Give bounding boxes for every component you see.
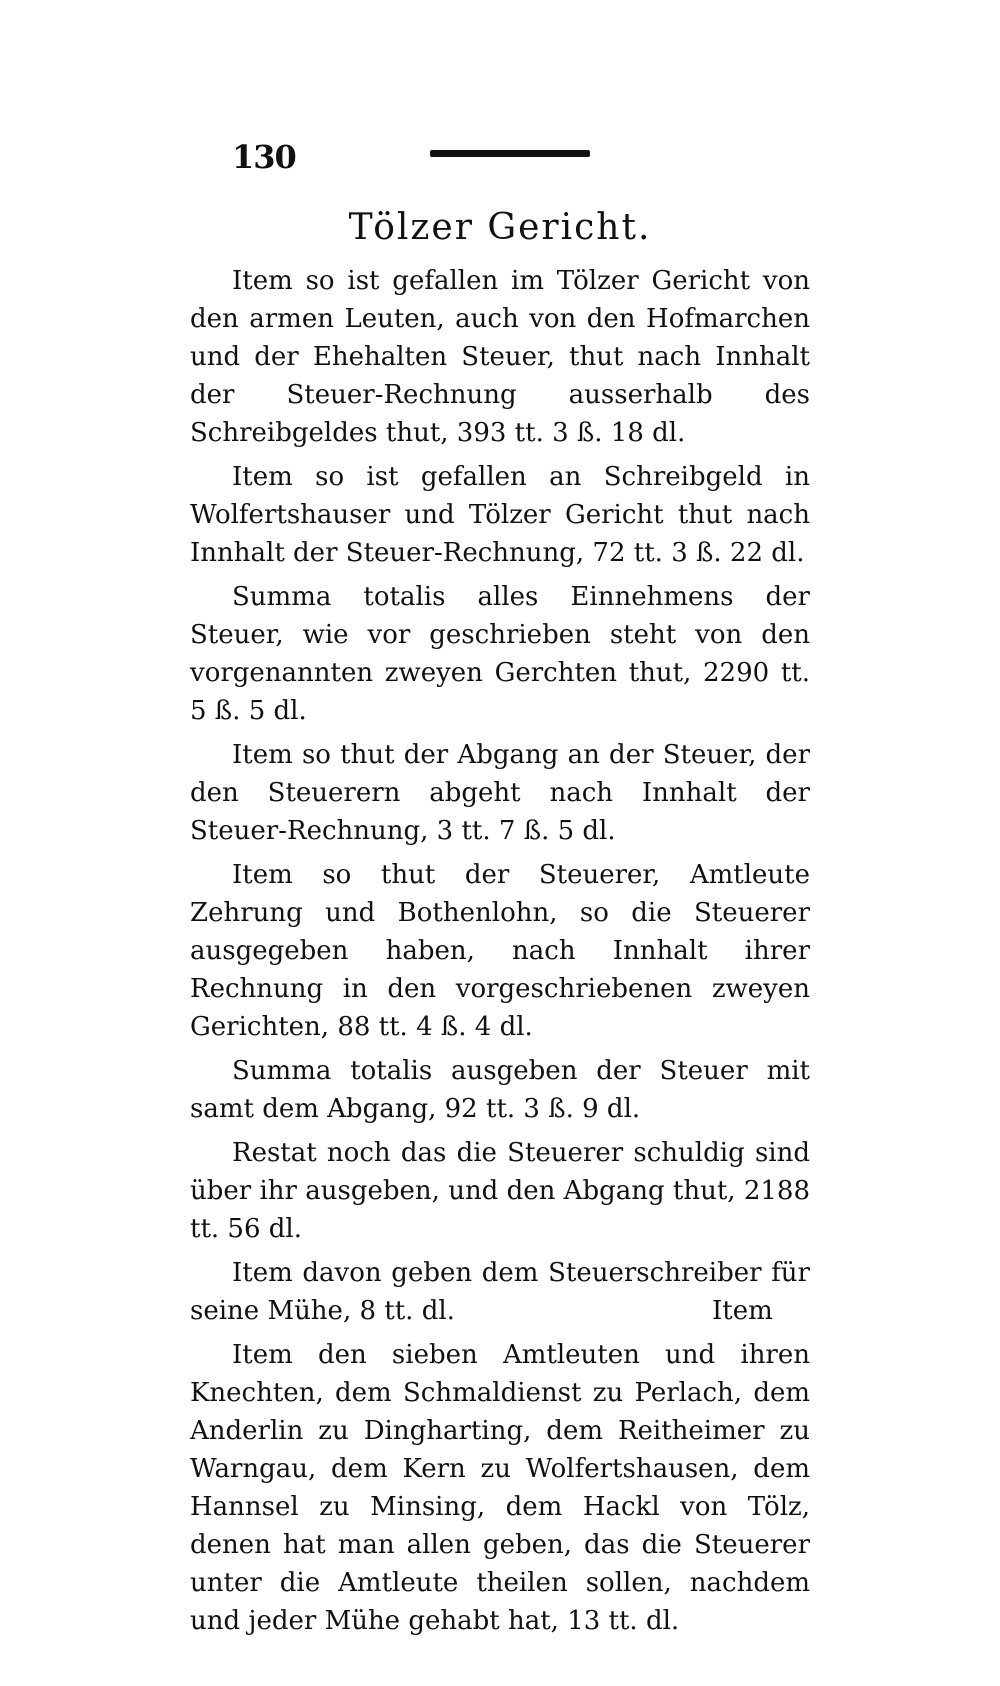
paragraph: Item so ist gefallen an Schreibgeld in Wolfertshauser und Tölzer Gericht thut nach Innhalt der Steuer-Rechnung, 72 tt. 3 ß. 22 dl. xyxy=(190,462,810,568)
paragraph: Item so thut der Steuerer, Amtleute Zehrung und Bothenlohn, so die Steuerer ausgegeben haben, nach Innhalt ihrer Rechnung in den vorgeschriebenen zweyen Gerichten, 88 tt. 4 ß. 4 dl. xyxy=(190,860,810,1042)
paragraph: Item so ist gefallen im Tölzer Gericht von den armen Leuten, auch von den Hofmarchen und der Ehehalten Steuer, thut nach Innhalt der Steuer-Rechnung ausserhalb des Schreibgeldes thut, 393 tt. 3 ß. 18 dl. xyxy=(190,266,810,448)
paragraph: Item so thut der Abgang an der Steuer, der den Steuerern abgeht nach Innhalt der Steuer-Rechnung, 3 tt. 7 ß. 5 dl. xyxy=(190,740,810,846)
paragraph: Summa totalis alles Einnehmens der Steuer, wie vor geschrieben steht von den vorgenannten zweyen Gerchten thut, 2290 tt. 5 ß. 5 dl. xyxy=(190,582,810,726)
section-title: Tölzer Gericht. xyxy=(348,207,652,248)
paragraph: Summa totalis ausgeben der Steuer mit samt dem Abgang, 92 tt. 3 ß. 9 dl. xyxy=(190,1056,810,1124)
page-number: 130 xyxy=(232,138,296,176)
header-rule xyxy=(430,150,590,157)
paragraph: Item davon geben dem Steuerschreiber für seine Mühe, 8 tt. dl. xyxy=(190,1258,810,1326)
body-text xyxy=(190,262,810,1646)
catchword: Item xyxy=(712,1296,773,1326)
paragraph: Restat noch das die Steuerer schuldig sind über ihr ausgeben, und den Abgang thut, 2188 tt. 56 dl. xyxy=(190,1138,810,1244)
paragraph: Item den sieben Amtleuten und ihren Knechten, dem Schmaldienst zu Perlach, dem Anderlin zu Dingharting, dem Reitheimer zu Warngau, dem Kern zu Wolfertshausen, dem Hannsel zu Minsing, dem Hackl von Tölz, denen hat man allen geben, das die Steuerer unter die Amtleute theilen sollen, nachdem und jeder Mühe gehabt hat, 13 tt. dl. xyxy=(190,1340,810,1636)
